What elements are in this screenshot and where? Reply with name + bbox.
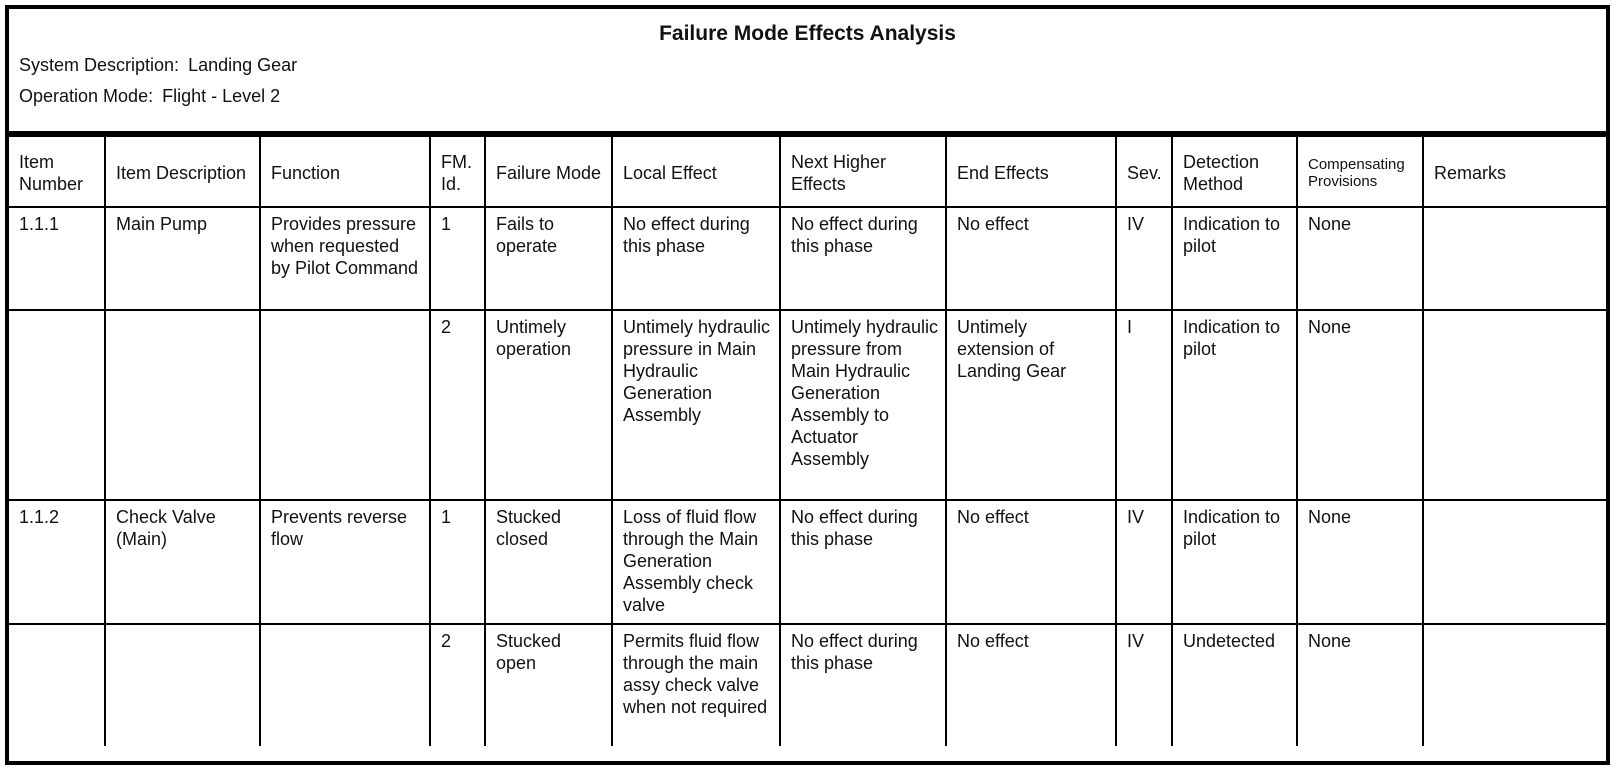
cell-local-effect: No effect during this phase xyxy=(612,207,780,310)
cell-fm-id: 2 xyxy=(430,624,485,746)
system-description-label: System Description: xyxy=(19,55,180,75)
cell-item-description xyxy=(105,624,260,746)
table-row xyxy=(9,207,1606,310)
header-next-higher-effects: Next Higher Effects xyxy=(780,136,946,207)
cell-fm-id: 1 xyxy=(430,207,485,310)
cell-item-description xyxy=(105,310,260,500)
cell-item-description: Check Valve (Main) xyxy=(105,500,260,624)
table-row xyxy=(9,500,1606,624)
header-item-description: Item Description xyxy=(105,136,260,207)
cell-next-higher-effects: Untimely hydraulic pressure from Main Hydraulic Generation Assembly to Actuator Assembly xyxy=(780,310,946,500)
operation-mode-value: Flight - Level 2 xyxy=(162,86,281,106)
table-row xyxy=(9,310,1606,500)
cell-next-higher-effects: No effect during this phase xyxy=(780,624,946,746)
cell-item-number: 1.1.2 xyxy=(9,500,105,624)
cell-detection-method: Indication to pilot xyxy=(1172,207,1297,310)
cell-function xyxy=(260,310,430,500)
cell-local-effect: Untimely hydraulic pressure in Main Hydraulic Generation Assembly xyxy=(612,310,780,500)
fmea-sheet xyxy=(5,5,1610,765)
cell-item-number: 1.1.1 xyxy=(9,207,105,310)
operation-mode-label: Operation Mode: xyxy=(19,86,154,106)
cell-local-effect: Permits fluid flow through the main assy check valve when not required xyxy=(612,624,780,746)
cell-function: Provides pressure when requested by Pilot Command xyxy=(260,207,430,310)
header-function: Function xyxy=(260,136,430,207)
document-header xyxy=(9,9,1606,136)
header-remarks: Remarks xyxy=(1423,136,1606,207)
cell-next-higher-effects: No effect during this phase xyxy=(780,207,946,310)
cell-failure-mode: Untimely operation xyxy=(485,310,612,500)
cell-failure-mode: Stucked closed xyxy=(485,500,612,624)
cell-remarks xyxy=(1423,207,1606,310)
header-severity: Sev. xyxy=(1116,136,1172,207)
cell-severity: IV xyxy=(1116,207,1172,310)
cell-item-number xyxy=(9,624,105,746)
cell-compensating-provisions: None xyxy=(1297,624,1423,746)
cell-severity: IV xyxy=(1116,500,1172,624)
system-description xyxy=(19,55,297,76)
cell-end-effects: No effect xyxy=(946,500,1116,624)
header-end-effects: End Effects xyxy=(946,136,1116,207)
cell-local-effect: Loss of fluid flow through the Main Generation Assembly check valve xyxy=(612,500,780,624)
cell-detection-method: Undetected xyxy=(1172,624,1297,746)
system-description-value: Landing Gear xyxy=(188,55,298,75)
header-compensating-provisions: Compensating Provisions xyxy=(1297,136,1423,207)
cell-item-number xyxy=(9,310,105,500)
cell-fm-id: 1 xyxy=(430,500,485,624)
cell-item-description: Main Pump xyxy=(105,207,260,310)
header-fm-id: FM. Id. xyxy=(430,136,485,207)
cell-fm-id: 2 xyxy=(430,310,485,500)
operation-mode xyxy=(19,86,280,107)
cell-compensating-provisions: None xyxy=(1297,207,1423,310)
cell-remarks xyxy=(1423,500,1606,624)
header-local-effect: Local Effect xyxy=(612,136,780,207)
cell-remarks xyxy=(1423,624,1606,746)
cell-failure-mode: Stucked open xyxy=(485,624,612,746)
cell-detection-method: Indication to pilot xyxy=(1172,310,1297,500)
table-row xyxy=(9,624,1606,746)
cell-next-higher-effects: No effect during this phase xyxy=(780,500,946,624)
cell-function: Prevents reverse flow xyxy=(260,500,430,624)
cell-severity: I xyxy=(1116,310,1172,500)
header-item-number: Item Number xyxy=(9,136,105,207)
cell-severity: IV xyxy=(1116,624,1172,746)
fmea-table xyxy=(9,135,1606,746)
cell-end-effects: No effect xyxy=(946,207,1116,310)
cell-compensating-provisions: None xyxy=(1297,310,1423,500)
cell-compensating-provisions: None xyxy=(1297,500,1423,624)
table-header-row xyxy=(9,136,1606,207)
header-detection-method: Detection Method xyxy=(1172,136,1297,207)
cell-failure-mode: Fails to operate xyxy=(485,207,612,310)
cell-end-effects: No effect xyxy=(946,624,1116,746)
cell-end-effects: Untimely extension of Landing Gear xyxy=(946,310,1116,500)
header-failure-mode: Failure Mode xyxy=(485,136,612,207)
cell-remarks xyxy=(1423,310,1606,500)
cell-function xyxy=(260,624,430,746)
cell-detection-method: Indication to pilot xyxy=(1172,500,1297,624)
document-title: Failure Mode Effects Analysis xyxy=(659,22,956,45)
